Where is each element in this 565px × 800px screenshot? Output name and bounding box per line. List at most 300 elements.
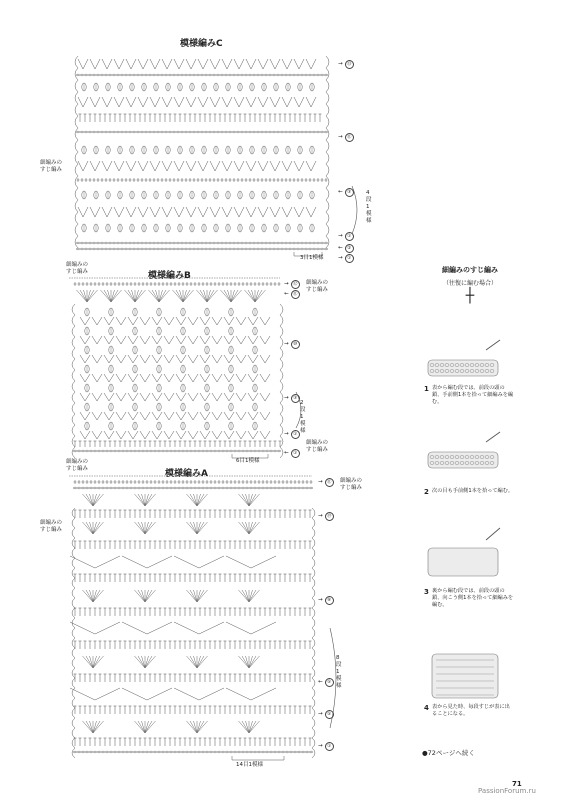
pattern-c-chain-row xyxy=(256,248,259,250)
pattern-a-chain-row xyxy=(217,751,220,753)
pattern-a-edge xyxy=(312,668,315,678)
pattern-a-edge xyxy=(72,588,75,598)
pattern-a-chain-row xyxy=(121,487,124,489)
pattern-c-chain-row xyxy=(104,74,107,76)
pattern-c-row-1b: → ① xyxy=(338,254,354,263)
pattern-b-chain-row xyxy=(253,450,256,452)
pattern-b-edge xyxy=(72,359,75,370)
pattern-c-v-row xyxy=(222,207,232,217)
pattern-b-v-row xyxy=(236,336,246,344)
pattern-c-chain-row xyxy=(280,248,283,250)
technique-header xyxy=(424,265,516,304)
row-num: ⑪ xyxy=(291,290,300,299)
pattern-a-row-21: → ⑪ xyxy=(318,478,334,487)
pattern-b-row-1b: ← ① xyxy=(284,449,300,458)
pattern-c-v-row xyxy=(258,161,268,171)
pattern-c-chain-row xyxy=(232,74,235,76)
pattern-b-v-row xyxy=(200,374,210,382)
pattern-c-chain-row xyxy=(100,74,103,76)
technique-illustration-2 xyxy=(428,452,498,468)
page-number: 71 xyxy=(512,780,522,788)
pattern-b-edge xyxy=(280,436,283,447)
pattern-c-edge xyxy=(75,56,78,68)
pattern-a-fan-row xyxy=(93,656,100,668)
pattern-a-edge xyxy=(72,638,75,648)
pattern-a-chain-row xyxy=(125,487,128,489)
pattern-c-chain-row xyxy=(236,242,239,244)
pattern-c-v-row xyxy=(126,97,136,107)
pattern-a-chain-row xyxy=(81,487,84,489)
pattern-a-row-9: → ⑨ xyxy=(318,596,334,605)
pattern-a-fan-row xyxy=(197,590,204,602)
pattern-a-chain-row xyxy=(81,751,84,753)
pattern-c-edge xyxy=(75,224,78,236)
pattern-a-edge xyxy=(72,658,75,668)
pattern-b-v-row xyxy=(200,336,210,344)
pattern-c-chain-row xyxy=(224,74,227,76)
pattern-c-chain-row xyxy=(108,74,111,76)
pattern-b-v-row xyxy=(128,431,138,439)
pattern-c-bottom-note: 3目1模様 xyxy=(300,255,324,261)
pattern-b-edge xyxy=(280,403,283,414)
note-line: すじ編み xyxy=(306,447,329,453)
pattern-c-chain-row xyxy=(292,131,295,133)
pattern-b-chain-row xyxy=(77,450,80,452)
pattern-b-chain-row xyxy=(121,450,124,452)
note-line: 細編みの xyxy=(306,440,329,446)
pattern-a-v-row xyxy=(70,688,120,700)
pattern-a-chain-row xyxy=(113,487,116,489)
pattern-a-chain-row xyxy=(137,751,140,753)
pattern-a-edge xyxy=(72,738,75,748)
pattern-c-row-1a: → ① xyxy=(338,232,354,241)
pattern-b-v-row xyxy=(104,336,114,344)
pattern-c-v-row xyxy=(78,59,88,69)
pattern-b-v-row xyxy=(200,393,210,401)
pattern-b-chain-row xyxy=(137,450,140,452)
pattern-a-right-note-top xyxy=(340,478,362,492)
pattern-b-edge xyxy=(280,414,283,425)
pattern-a-chain-row xyxy=(293,487,296,489)
pattern-a-chain-row xyxy=(289,487,292,489)
pattern-b-v-row xyxy=(104,393,114,401)
pattern-c-chain-row xyxy=(180,242,183,244)
pattern-c-v-row xyxy=(138,59,148,69)
pattern-c-chain-row xyxy=(140,242,143,244)
pattern-c-v-row xyxy=(114,59,124,69)
pattern-a-chain-row xyxy=(269,751,272,753)
pattern-c-chain-row xyxy=(140,248,143,250)
pattern-c-chain-row xyxy=(84,74,87,76)
pattern-b-chain-row xyxy=(113,450,116,452)
pattern-b-v-row xyxy=(164,431,174,439)
pattern-c-chain-row xyxy=(304,242,307,244)
row-num: ⑲ xyxy=(325,512,334,521)
pattern-b-v-row xyxy=(152,431,162,439)
pattern-a-v-row xyxy=(174,556,224,568)
pattern-b-v-row xyxy=(248,393,258,401)
pattern-b-v-row xyxy=(212,412,222,420)
pattern-c-chain-row xyxy=(92,74,95,76)
pattern-c-chain-row xyxy=(92,242,95,244)
pattern-c-v-row xyxy=(78,161,88,171)
pattern-c-chain-row xyxy=(316,242,319,244)
pattern-c-chain-row xyxy=(176,242,179,244)
pattern-a-chain-row xyxy=(97,487,100,489)
pattern-a-v-row xyxy=(174,688,224,700)
pattern-b-chain-row xyxy=(257,450,260,452)
pattern-c-chain-row xyxy=(120,248,123,250)
pattern-c-chain-row xyxy=(224,131,227,133)
pattern-c-chain-row xyxy=(84,131,87,133)
pattern-a-chain-row xyxy=(221,751,224,753)
pattern-a-v-row xyxy=(70,556,120,568)
pattern-c-chain-row xyxy=(172,242,175,244)
pattern-a-fan-row xyxy=(249,590,256,602)
pattern-c-chain-row xyxy=(124,242,127,244)
row-num: ① xyxy=(291,430,300,439)
pattern-b-fan-row xyxy=(207,290,214,302)
pattern-b-edge xyxy=(280,359,283,370)
pattern-b-chain-row xyxy=(209,450,212,452)
pattern-c-chain-row xyxy=(176,131,179,133)
pattern-c-chain-row xyxy=(240,74,243,76)
pattern-c-chain-row xyxy=(216,74,219,76)
pattern-b-v-row xyxy=(248,431,258,439)
pattern-b-chain-row xyxy=(197,450,200,452)
pattern-c-chain-row xyxy=(300,74,303,76)
pattern-a-chain-row xyxy=(73,487,76,489)
pattern-b-fan-row xyxy=(80,290,87,302)
pattern-a-v-row xyxy=(122,688,172,700)
pattern-b-chain-row xyxy=(89,450,92,452)
pattern-c-chain-row xyxy=(248,74,251,76)
pattern-a-chain-row xyxy=(309,487,312,489)
pattern-b-left-note-top xyxy=(66,262,88,276)
pattern-b-v-row xyxy=(140,412,150,420)
pattern-a-chain-row xyxy=(105,487,108,489)
pattern-c-chain-row xyxy=(300,248,303,250)
pattern-a-chain-row xyxy=(141,487,144,489)
pattern-c-chain-row xyxy=(308,74,311,76)
pattern-a-fan-row xyxy=(138,721,145,733)
pattern-c-edge xyxy=(75,188,78,200)
pattern-a-chain-row xyxy=(141,751,144,753)
pattern-c-chain-row xyxy=(116,74,119,76)
pattern-c-chain-row xyxy=(152,248,155,250)
pattern-c-edge xyxy=(326,92,329,104)
pattern-b-v-row xyxy=(116,355,126,363)
pattern-c-chain-row xyxy=(100,248,103,250)
pattern-b-right-note-bottom xyxy=(306,440,328,454)
pattern-c-chain-row xyxy=(76,74,79,76)
pattern-c-chain-row xyxy=(312,242,315,244)
pattern-c-chain-row xyxy=(252,242,255,244)
pattern-c-chain-row xyxy=(176,74,179,76)
pattern-b-v-row xyxy=(188,412,198,420)
row-num: ② xyxy=(345,244,354,253)
pattern-b-v-row xyxy=(140,431,150,439)
pattern-a-edge xyxy=(312,638,315,648)
pattern-a-left-note-top xyxy=(66,459,88,473)
pattern-a-chain-row xyxy=(193,751,196,753)
step-text: 表から編む段では、前段の頭の鎖、手前側1本を拾って細編みを編む。 xyxy=(432,385,514,405)
pattern-c-chain-row xyxy=(144,248,147,250)
pattern-a-chain-row xyxy=(189,487,192,489)
pattern-a-fan-row xyxy=(145,656,152,668)
pattern-c-chain-row xyxy=(128,248,131,250)
pattern-c-chain-row xyxy=(136,248,139,250)
pattern-c-v-row xyxy=(294,207,304,217)
pattern-a-chain-row xyxy=(145,487,148,489)
pattern-a-chain-row xyxy=(173,751,176,753)
pattern-b-edge xyxy=(72,304,75,315)
pattern-b-chain-row xyxy=(205,450,208,452)
pattern-a-edge xyxy=(72,508,75,518)
pattern-b-v-row xyxy=(152,412,162,420)
pattern-c-chain-row xyxy=(140,74,143,76)
pattern-b-edge xyxy=(72,425,75,436)
pattern-c-edge xyxy=(75,176,78,188)
pattern-b-chain-row xyxy=(237,450,240,452)
pattern-c-chain-row xyxy=(264,131,267,133)
pattern-a-repeat-note: 8段1模様 xyxy=(336,655,342,689)
pattern-c-chain-row xyxy=(220,74,223,76)
pattern-b-v-row xyxy=(80,374,90,382)
pattern-c-chain-row xyxy=(260,242,263,244)
pattern-c-chain-row xyxy=(292,242,295,244)
pattern-c-chain-row xyxy=(96,242,99,244)
pattern-b-row-1a: → ① xyxy=(284,430,300,439)
pattern-c-chain-row xyxy=(180,74,183,76)
pattern-c-v-row xyxy=(162,161,172,171)
pattern-b-v-row xyxy=(236,317,246,325)
pattern-c-chain-row xyxy=(172,248,175,250)
pattern-c-edge xyxy=(326,212,329,224)
pattern-c-chain-row xyxy=(240,242,243,244)
pattern-b-v-row xyxy=(164,393,174,401)
pattern-a-fan-row xyxy=(190,494,197,506)
pattern-a-edge xyxy=(72,628,75,638)
pattern-c-chain-row xyxy=(236,131,239,133)
pattern-c-chain-row xyxy=(100,131,103,133)
pattern-a-edge xyxy=(72,718,75,728)
pattern-c-v-row xyxy=(294,161,304,171)
pattern-a-chain-row xyxy=(157,751,160,753)
pattern-a-chain-row xyxy=(241,487,244,489)
pattern-a-chain-row xyxy=(181,751,184,753)
pattern-c-v-row xyxy=(306,161,316,171)
pattern-b-chain-row xyxy=(177,450,180,452)
pattern-b-v-row xyxy=(128,374,138,382)
pattern-c-chain-row xyxy=(276,248,279,250)
pattern-b-v-row xyxy=(104,317,114,325)
pattern-b-v-row xyxy=(200,412,210,420)
pattern-b-chain-row xyxy=(181,450,184,452)
pattern-a-chain-row xyxy=(245,751,248,753)
step-number: 3 xyxy=(424,588,429,596)
pattern-c-chain-row xyxy=(128,74,131,76)
pattern-a-edge xyxy=(72,558,75,568)
pattern-a-chain-row xyxy=(233,487,236,489)
pattern-c-chain-row xyxy=(312,74,315,76)
pattern-c-chain-row xyxy=(192,131,195,133)
pattern-c-chain-row xyxy=(208,131,211,133)
pattern-c-chain-row xyxy=(204,242,207,244)
pattern-c-chain-row xyxy=(84,242,87,244)
pattern-b-v-row xyxy=(188,317,198,325)
pattern-a-edge xyxy=(72,538,75,548)
pattern-a-edge xyxy=(72,528,75,538)
pattern-b-fan-row xyxy=(224,290,231,302)
step-number: 4 xyxy=(424,704,429,712)
pattern-c-chain-row xyxy=(260,131,263,133)
pattern-c-chain-row xyxy=(80,248,83,250)
pattern-b-v-row xyxy=(104,355,114,363)
pattern-b-fan-row xyxy=(200,290,207,302)
pattern-b-chain-row xyxy=(249,450,252,452)
pattern-b-chain-row xyxy=(189,450,192,452)
note-line: 細編みの xyxy=(66,459,89,465)
pattern-c-chain-row xyxy=(292,248,295,250)
pattern-c-chain-row xyxy=(296,242,299,244)
pattern-b-v-row xyxy=(116,374,126,382)
pattern-a-chain-row xyxy=(145,751,148,753)
pattern-c-chain-row xyxy=(96,248,99,250)
pattern-c-chain-row xyxy=(184,74,187,76)
pattern-c-chain-row xyxy=(240,131,243,133)
pattern-a-chain-row xyxy=(261,487,264,489)
pattern-b-v-row xyxy=(212,317,222,325)
pattern-b-v-row xyxy=(116,317,126,325)
pattern-c-chain-row xyxy=(184,242,187,244)
pattern-b-fan-row xyxy=(128,290,135,302)
pattern-c-v-row xyxy=(282,97,292,107)
pattern-b-v-row xyxy=(176,374,186,382)
pattern-c-chain-row xyxy=(244,242,247,244)
pattern-a-fan-row xyxy=(138,494,145,506)
pattern-c-v-row xyxy=(174,97,184,107)
pattern-a-chain-row xyxy=(89,751,92,753)
pattern-c-chain-row xyxy=(112,248,115,250)
pattern-a-edge xyxy=(72,548,75,558)
pattern-c-chain-row xyxy=(256,242,259,244)
pattern-a-v-row xyxy=(226,556,276,568)
pattern-c-chain-row xyxy=(296,131,299,133)
pattern-c-v-row xyxy=(138,161,148,171)
pattern-b-edge xyxy=(72,326,75,337)
pattern-c-chain-row xyxy=(92,131,95,133)
pattern-c-chain-row xyxy=(288,242,291,244)
pattern-a-chain-row xyxy=(117,487,120,489)
pattern-b-chain-row xyxy=(265,450,268,452)
pattern-b-v-row xyxy=(224,431,234,439)
pattern-a-chain-row xyxy=(209,751,212,753)
pattern-c-chain-row xyxy=(276,74,279,76)
pattern-a-edge xyxy=(312,698,315,708)
pattern-b-edge xyxy=(72,414,75,425)
pattern-b-v-row xyxy=(224,393,234,401)
pattern-a-edge xyxy=(312,628,315,638)
pattern-a-chain-row xyxy=(169,751,172,753)
pattern-b-bottom-note: 6目1模様 xyxy=(236,458,260,464)
pattern-a-chain-row xyxy=(237,487,240,489)
pattern-a-row-5a: ← ⑤ xyxy=(318,678,334,687)
pattern-b-v-row xyxy=(128,412,138,420)
pattern-a-edge xyxy=(72,608,75,618)
pattern-c-v-row xyxy=(102,207,112,217)
pattern-b-chain-row xyxy=(141,450,144,452)
pattern-c-chain-row xyxy=(264,248,267,250)
pattern-a-fan-row xyxy=(242,656,249,668)
pattern-b-edge xyxy=(72,436,75,447)
pattern-c-edge xyxy=(75,212,78,224)
pattern-c-chain-row xyxy=(280,74,283,76)
pattern-b-chain-row xyxy=(105,450,108,452)
pattern-c-chain-row xyxy=(244,74,247,76)
pattern-c-v-row xyxy=(162,207,172,217)
pattern-c-repeat-note: 4段1模様 xyxy=(366,190,372,224)
pattern-a-chain-row xyxy=(185,751,188,753)
pattern-c-chain-row xyxy=(252,74,255,76)
step-text: 次の目も手前側1本を拾って編む。 xyxy=(432,488,514,494)
pattern-a-title: 模様編みA xyxy=(165,469,208,479)
pattern-b-v-row xyxy=(140,374,150,382)
pattern-b-v-row xyxy=(116,412,126,420)
pattern-c-v-row xyxy=(150,59,160,69)
pattern-c-chain-row xyxy=(268,74,271,76)
pattern-b-chain-row xyxy=(161,450,164,452)
pattern-a-edge xyxy=(312,658,315,668)
pattern-b-v-row xyxy=(248,336,258,344)
pattern-a-chain-row xyxy=(169,487,172,489)
pattern-c-chain-row xyxy=(180,248,183,250)
pattern-b-chain-row xyxy=(73,450,76,452)
pattern-a-chain-row xyxy=(249,751,252,753)
pattern-c-chain-row xyxy=(188,248,191,250)
pattern-a-chain-row xyxy=(257,751,260,753)
pattern-c-chain-row xyxy=(260,248,263,250)
pattern-a-chain-row xyxy=(101,487,104,489)
pattern-b-v-row xyxy=(248,374,258,382)
row-num: ① xyxy=(345,254,354,263)
pattern-b-edge xyxy=(280,447,283,458)
pattern-c-chain-row xyxy=(252,131,255,133)
pattern-b-chain-row xyxy=(133,450,136,452)
pattern-a-chain-row xyxy=(149,751,152,753)
pattern-a-chain-row xyxy=(157,487,160,489)
pattern-c-v-row xyxy=(294,59,304,69)
pattern-c-chain-row xyxy=(280,242,283,244)
pattern-b-chain-row xyxy=(269,450,272,452)
pattern-a-edge xyxy=(312,708,315,718)
pattern-c-chain-row xyxy=(316,131,319,133)
pattern-a-chain-row xyxy=(289,751,292,753)
pattern-a-fan-row xyxy=(197,721,204,733)
pattern-c-chain-row xyxy=(300,131,303,133)
pattern-c-chain-row xyxy=(220,248,223,250)
pattern-b-v-row xyxy=(260,431,270,439)
pattern-a-chain-row xyxy=(117,751,120,753)
pattern-a-edge xyxy=(312,568,315,578)
pattern-c-row-2: ← ② xyxy=(338,244,354,253)
pattern-c-chain-row xyxy=(304,131,307,133)
note-line: 細編みの xyxy=(40,520,63,526)
pattern-a-fan-row xyxy=(242,494,249,506)
pattern-c-chain-row xyxy=(248,131,251,133)
pattern-c-chain-row xyxy=(232,131,235,133)
pattern-b-fan-row xyxy=(231,290,238,302)
